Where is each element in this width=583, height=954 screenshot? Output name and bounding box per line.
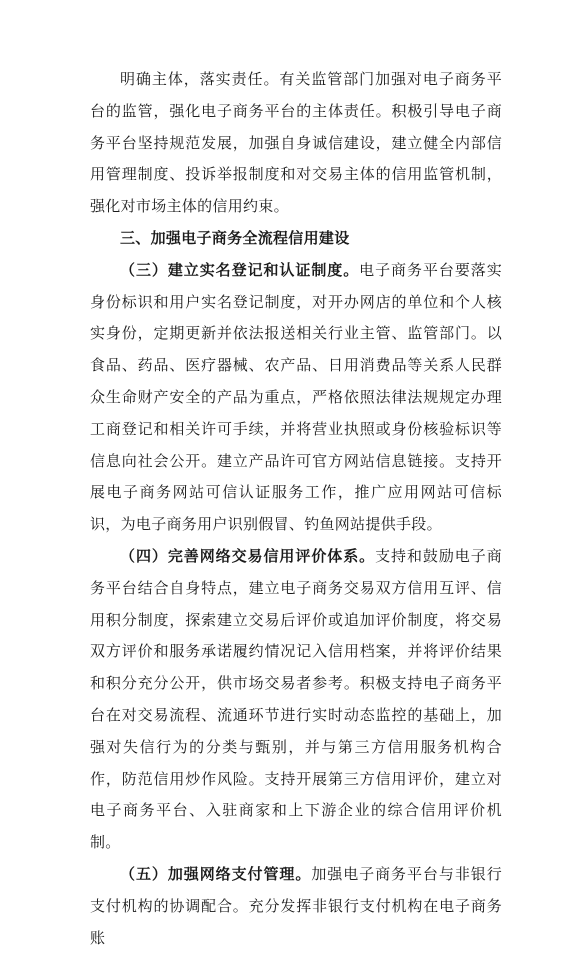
paragraph-credit-evaluation [90, 541, 502, 859]
paragraph-payment [90, 859, 502, 954]
document-body [90, 64, 502, 954]
paragraph-text: 加强电子商务平台与非银行支付机构的协调配合。充分发挥非银行支付机构在电子商务账 [90, 864, 502, 947]
paragraph-text: 电子商务平台要落实身份标识和用户实名登记制度，对开办网店的单位和个人核实身份，定期更新并依法报送相关行业主管、监管部门。以食品、药品、医疗器械、农产品、日用消费品等关系人民群众生命财产安全的产品为重点，严格依照法律法规规定办理工商登记和相关许可手续，并将营业执照或身份核验标识等信息向社会公开。建立产品许可官方网站信息链接。支持开展电子商务网站可信认证服务工作，推广应用网站可信标识，为电子商务用户识别假冒、钓鱼网站提供手段。 [90, 260, 502, 534]
section-heading: 三、加强电子商务全流程信用建设 [120, 228, 350, 247]
paragraph-intro: 明确主体，落实责任。有关监管部门加强对电子商务平台的监管，强化电子商务平台的主体责任。积极引导电子商务平台坚持规范发展，加强自身诚信建设，建立健全内部信用管理制度、投诉举报制度和对交易主体的信用监管机制，强化对市场主体的信用约束。 [90, 70, 502, 216]
paragraph-lead: （五）加强网络支付管理。 [120, 864, 312, 883]
paragraph-lead: （三）建立实名登记和认证制度。 [120, 260, 360, 279]
paragraph-real-name [90, 255, 502, 541]
paragraph-text: 支持和鼓励电子商务平台结合自身特点，建立电子商务交易双方信用互评、信用积分制度，探索建立交易后评价或追加评价制度，将交易双方评价和服务承诺履约情况记入信用档案，并将评价结果和积分充分公开，供市场交易者参考。积极支持电子商务平台在对交易流程、流通环节进行实时动态监控的基础上，加强对失信行为的分类与甄别，并与第三方信用服务机构合作，防范信用炒作风险。支持开展第三方信用评价，建立对电子商务平台、入驻商家和上下游企业的综合信用评价机制。 [90, 546, 502, 852]
paragraph-lead: （四）完善网络交易信用评价体系。 [120, 546, 376, 565]
